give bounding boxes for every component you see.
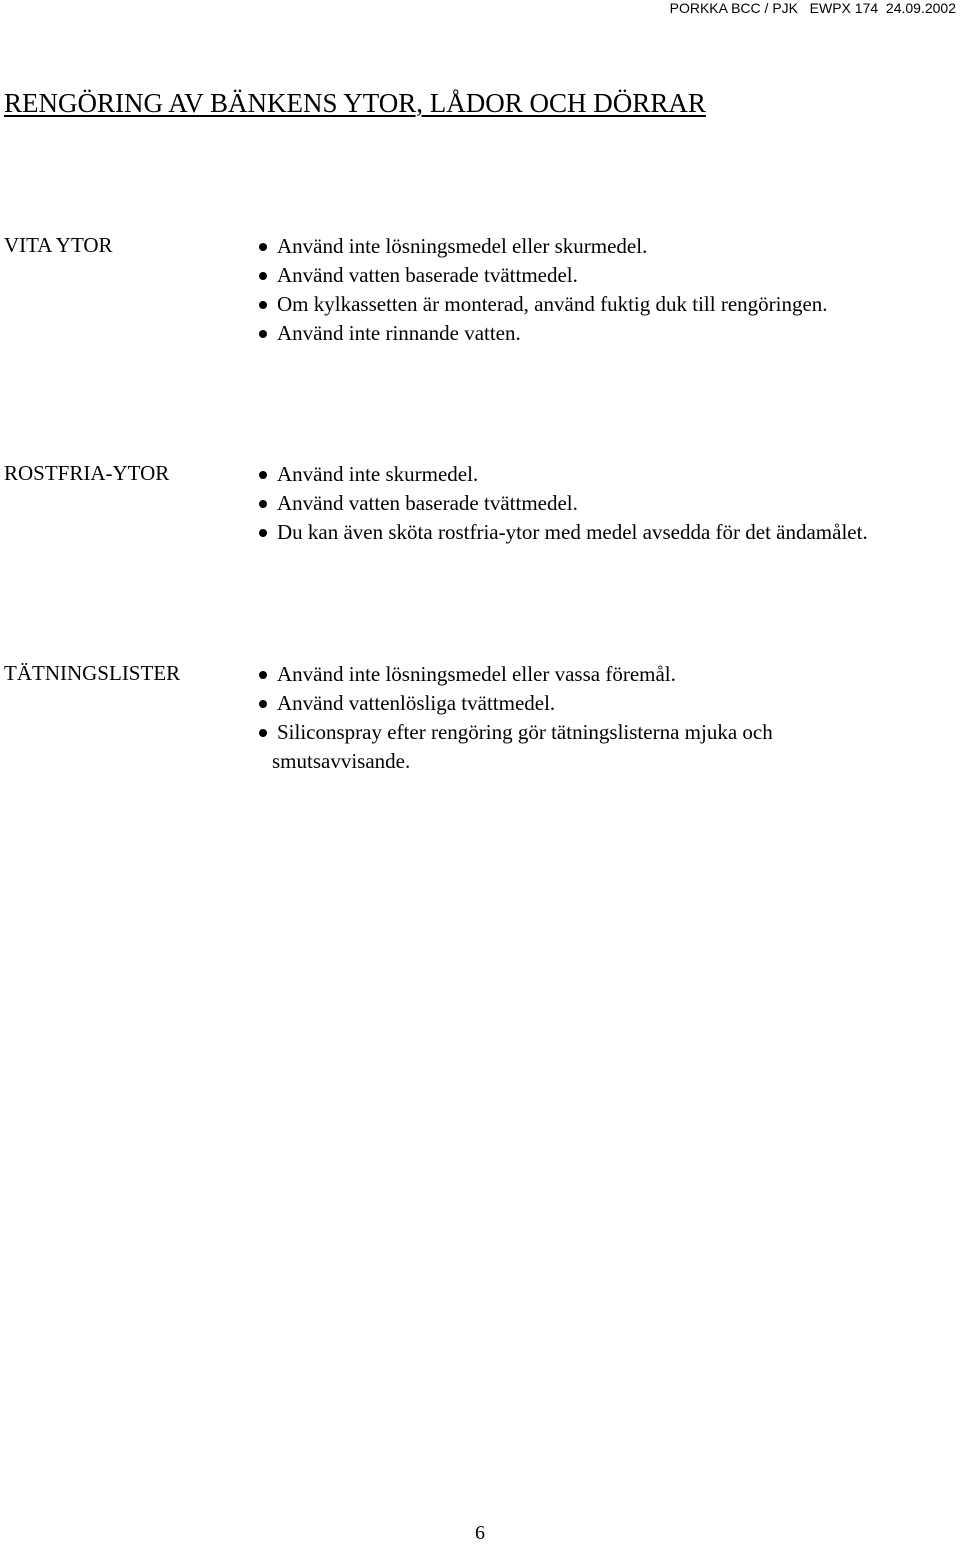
list-item-text: Använd vattenlösliga tvättmedel. (277, 691, 556, 715)
section-label: TÄTNINGSLISTER (4, 661, 181, 685)
bullet-icon (259, 729, 267, 737)
bullet-icon (259, 529, 267, 537)
list-item (256, 518, 868, 547)
document-reference-header: PORKKA BCC / PJK EWPX 174 24.09.2002 (669, 0, 956, 16)
list-item (256, 718, 856, 776)
bullet-icon (259, 330, 267, 338)
list-item-text-continuation: smutsavvisande. (272, 749, 411, 773)
list-item-text: Använd inte rinnande vatten. (277, 321, 521, 345)
list-item-text: Siliconspray efter rengöring gör tätningslisterna mjuka och (277, 720, 773, 744)
bullet-icon (259, 272, 267, 280)
list-item (256, 460, 856, 489)
list-item (256, 660, 856, 689)
list-item (256, 319, 856, 348)
bullet-list (256, 232, 856, 348)
list-item-text: Du kan även sköta rostfria-ytor med medel avsedda för det ändamålet. (277, 520, 868, 544)
bullet-icon (259, 671, 267, 679)
bullet-icon (259, 700, 267, 708)
list-item-text: Använd inte skurmedel. (277, 462, 479, 486)
list-item-text: Använd vatten baserade tvättmedel. (277, 263, 578, 287)
list-item (256, 232, 856, 261)
bullet-icon (259, 301, 267, 309)
section-label: ROSTFRIA-YTOR (4, 461, 170, 485)
bullet-icon (259, 243, 267, 251)
page-title: RENGÖRING AV BÄNKENS YTOR, LÅDOR OCH DÖRRAR (4, 88, 706, 118)
list-item-text: Använd inte lösningsmedel eller skurmedel. (277, 234, 648, 258)
section-label: VITA YTOR (4, 233, 113, 257)
bullet-icon (259, 471, 267, 479)
page-number: 6 (475, 1522, 485, 1544)
list-item-text: Använd inte lösningsmedel eller vassa föremål. (277, 662, 676, 686)
list-item (256, 290, 856, 319)
list-item (256, 489, 856, 518)
list-item-text: Om kylkassetten är monterad, använd fuktig duk till rengöringen. (277, 292, 828, 316)
list-item-text: Använd vatten baserade tvättmedel. (277, 491, 578, 515)
bullet-list (256, 460, 868, 547)
bullet-list (256, 660, 856, 776)
bullet-icon (259, 500, 267, 508)
list-item (256, 689, 856, 718)
list-item (256, 261, 856, 290)
